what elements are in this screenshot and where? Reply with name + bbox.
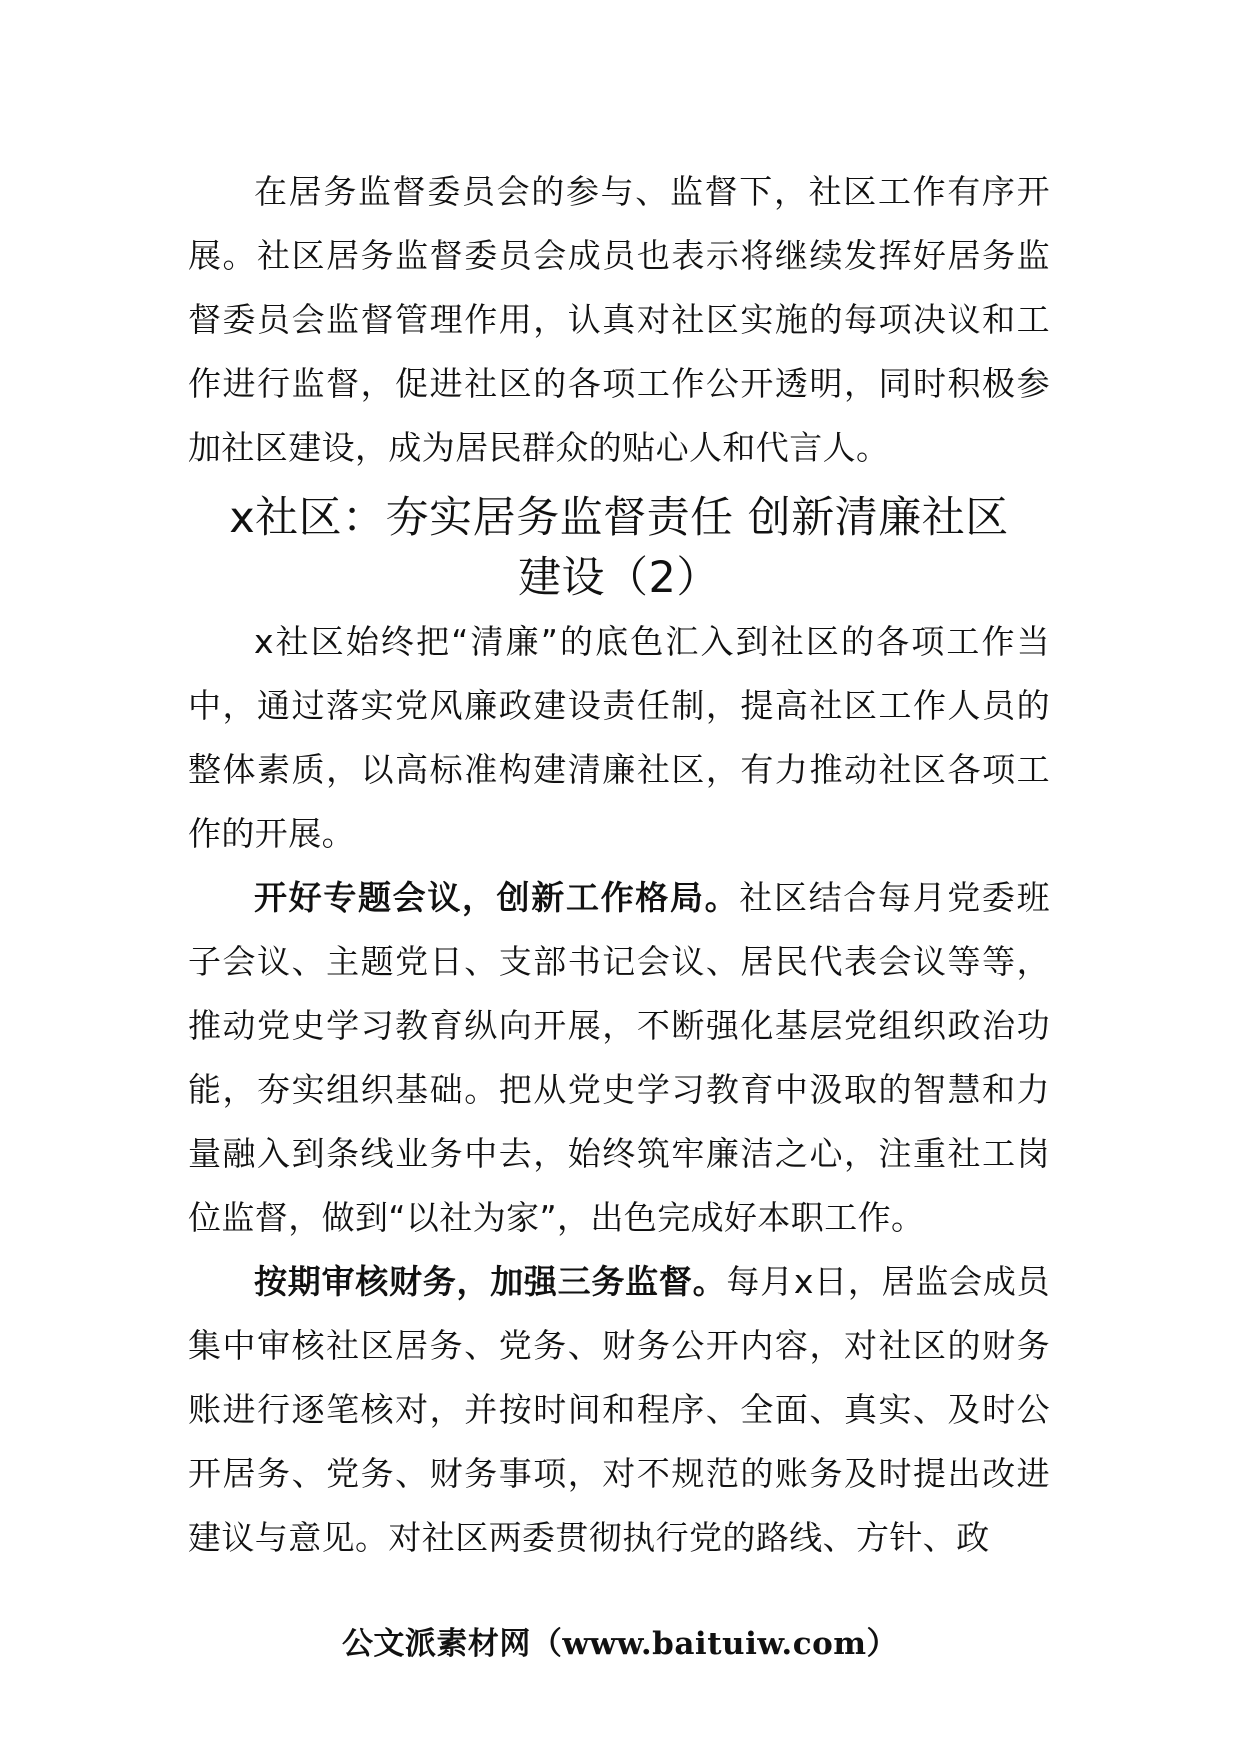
- intro-paragraph: 在居务监督委员会的参与、监督下，社区工作有序开展。社区居务监督委员会成员也表示将继续发挥好居务监督委员会监督管理作用，认真对社区实施的每项决议和工作进行监督，促进社区的各项工作公开透明，同时积极参加社区建设，成为居民群众的贴心人和代言人。: [188, 172, 1050, 467]
- section1-body: 社区结合每月党委班子会议、主题党日、支部书记会议、居民代表会议等等，推动党史学习教育纵向开展，不断强化基层党组织政治功能，夯实组织基础。把从党史学习教育中汲取的智慧和力量融入到条线业务中去，始终筑牢廉洁之心，注重社工岗位监督，做到“以社为家”，出色完成好本职工作。: [188, 878, 1050, 1237]
- section2-paragraph: [188, 1250, 1050, 1570]
- section2-body: 每月x日，居监会成员集中审核社区居务、党务、财务公开内容，对社区的财务账进行逐笔核对，并按时间和程序、全面、真实、及时公开居务、党务、财务事项，对不规范的账务及时提出改进建议与意见。对社区两委贯彻执行党的路线、方针、政: [188, 1262, 1050, 1557]
- section1-lead: 开好专题会议，创新工作格局。: [254, 878, 740, 917]
- section2-lead: 按期审核财务，加强三务监督。: [254, 1262, 727, 1301]
- section-title-line-2: 建设（2）: [518, 553, 720, 603]
- section-title: [188, 480, 1050, 610]
- section1-paragraph: [188, 866, 1050, 1250]
- document-body: [188, 160, 1050, 1570]
- section-title-line-1: x社区：夯实居务监督责任 创新清廉社区: [229, 493, 1009, 543]
- overview-paragraph: x社区始终把“清廉”的底色汇入到社区的各项工作当中，通过落实党风廉政建设责任制，提高社区工作人员的整体素质，以高标准构建清廉社区，有力推动社区各项工作的开展。: [188, 622, 1050, 853]
- footer-watermark: 公文派素材网（www.baituiw.com）: [341, 1626, 899, 1662]
